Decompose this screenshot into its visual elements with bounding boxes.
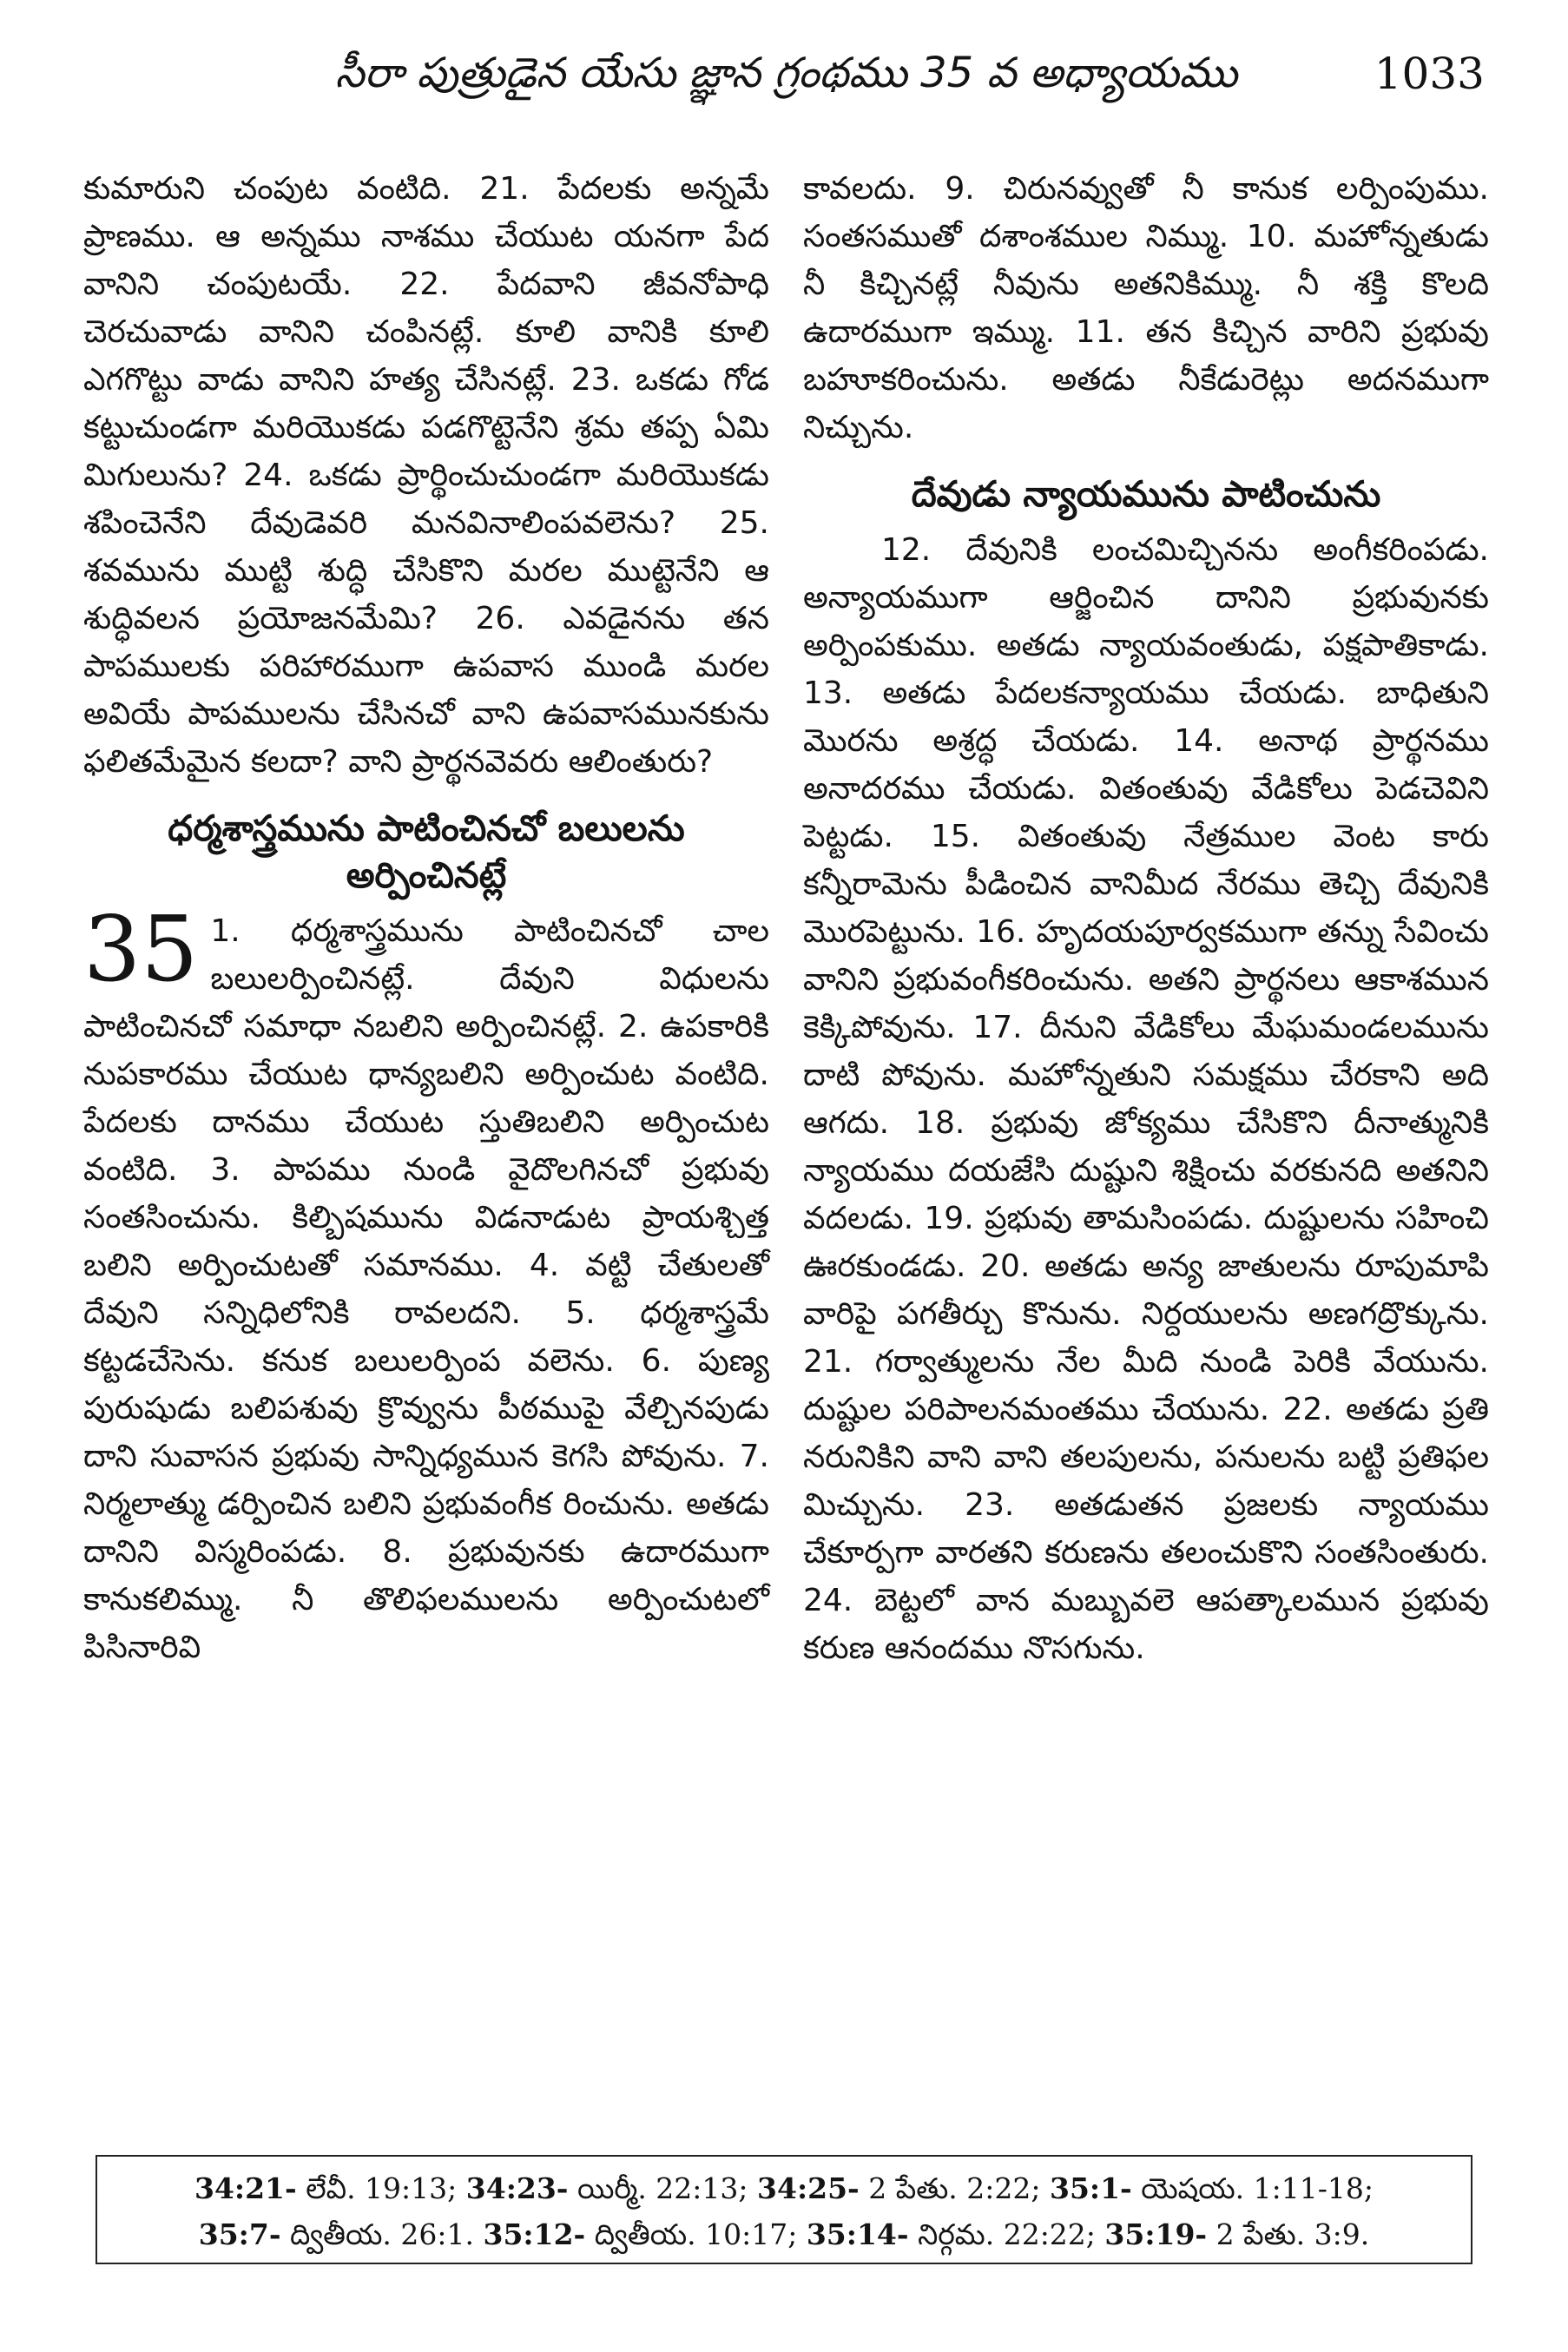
left-column: [83, 165, 769, 1671]
running-title: సీరా పుత్రుడైన యేసు జ్ఞాన గ్రంథము 35 వ అధ్యాయము: [335, 49, 1238, 97]
chapter-number: 35: [83, 896, 199, 1002]
page-header: [83, 42, 1485, 111]
footnote-text: 2 పేతు. 3:9.: [1207, 2217, 1370, 2251]
footnote-ref: 35:1-: [1049, 2171, 1132, 2205]
page-number: 1033: [1374, 49, 1485, 99]
footnote-ref: 35:12-: [483, 2217, 586, 2251]
footnote-ref: 34:23-: [465, 2171, 569, 2205]
footnote-ref: 35:19-: [1104, 2217, 1208, 2251]
section-heading-1: ధర్మశాస్త్రమును పాటించినచో బలులను అర్పించినట్లే: [168, 807, 685, 896]
footnote-ref: 34:25-: [757, 2171, 860, 2205]
section-heading-2: దేవుడు న్యాయమును పాటించును: [911, 473, 1381, 515]
chapter-35-text: 1. ధర్మశాస్త్రమును పాటించినచో చాల బలులర్పించినట్లే. దేవుని విధులను పాటించినచో సమాధా నబలిని అర్పించినట్లే. 2. ఉపకారికి నుపకారము చేయుట ధాన్యబలిని అర్పించుట వంటిది. పేదలకు దానము చేయుట స్తుతిబలిని అర్పించుట వంటిది. 3. పాపము నుండి వైదొలగినచో ప్రభువు సంతసించును. కిల్బిషమును విడనాడుట ప్రాయశ్చిత్త బలిని అర్పించుటతో సమానము. 4. వట్టి చేతులతో దేవుని సన్నిధిలోనికి రావలదని. 5. ధర్మశాస్త్రమే కట్టడచేసెను. కనుక బలులర్పింప వలెను. 6. పుణ్య పురుషుడు బలిపశువు క్రొవ్వును పీఠముపై వేల్చినపుడు దాని సువాసన ప్రభువు సాన్నిధ్యమున కెగసి పోవును. 7. నిర్మలాత్ము డర్పించిన బలిని ప్రభువంగీక రించును. అతడు దానిని విస్మరింపడు. 8. ప్రభువునకు ఉదారముగా కానుకలిమ్ము. నీ తొలిఫలములను అర్పించుటలో పిసినారివి: [83, 913, 769, 1665]
footnote-text: నిర్గమ. 22:22;: [908, 2217, 1105, 2251]
footnote-box: [96, 2155, 1472, 2264]
left-paragraph-1: కుమారుని చంపుట వంటిది. 21. పేదలకు అన్నమే ప్రాణము. ఆ అన్నము నాశము చేయుట యనగా పేద వానిని చంపుటయే. 22. పేదవాని జీవనోపాధి చెరచువాడు వానిని చంపినట్లే. కూలి వానికి కూలి ఎగగొట్టు వాడు వానిని హత్య చేసినట్లే. 23. ఒకడు గోడ కట్టుచుండగా మరియొకడు పడగొట్టెనేని శ్రమ తప్ప ఏమి మిగులును? 24. ఒకడు ప్రార్థించుచుండగా మరియొకడు శపించెనేని దేవుడెవరి మనవినాలింపవలెను? 25. శవమును ముట్టి శుద్ధి చేసికొని మరల ముట్టెనేని ఆ శుద్ధివలన ప్రయోజనమేమి? 26. ఎవడైనను తన పాపములకు పరిహారముగా ఉపవాస ముండి మరల అవియే పాపములను చేసినచో వాని ఉపవాసమునకును ఫలితమేమైన కలదా? వాని ప్రార్థనవెవరు ఆలింతురు?: [83, 171, 769, 780]
footnote-ref: 35:7-: [198, 2217, 281, 2251]
right-column: [803, 165, 1489, 1672]
right-paragraph-2: 12. దేవునికి లంచమిచ్చినను అంగీకరింపడు. అన్యాయముగా ఆర్జించిన దానిని ప్రభువునకు అర్పింపకుము. అతడు న్యాయవంతుడు, పక్షపాతికాడు. 13. అతడు పేదలకన్యాయము చేయడు. బాధితుని మొరను అశ్రద్ధ చేయడు. 14. అనాథ ప్రార్థనము అనాదరము చేయడు. వితంతువు వేడికోలు పెడచెవిని పెట్టడు. 15. వితంతువు నేత్రముల వెంట కారు కన్నీరామెను పీడించిన వానిమీద నేరము తెచ్చి దేవునికి మొరపెట్టును. 16. హృదయపూర్వకముగా తన్ను సేవించు వానిని ప్రభువంగీకరించును. అతని ప్రార్థనలు ఆకాశమున కెక్కిపోవును. 17. దీనుని వేడికోలు మేఘమండలమును దాటి పోవును. మహోన్నతుని సమక్షము చేరకాని అది ఆగదు. 18. ప్రభువు జోక్యము చేసికొని దీనాత్మునికి న్యాయము దయజేసి దుష్టుని శిక్షించు వరకునది అతనిని వదలడు. 19. ప్రభువు తామసింపడు. దుష్టులను సహించి ఊరకుండడు. 20. అతడు అన్య జాతులను రూపుమాపి వారిపై పగతీర్చు కొనును. నిర్దయులను అణగద్రొక్కును. 21. గర్వాత్ములను నేల మీది నుండి పెరికి వేయును. దుష్టుల పరిపాలనమంతము చేయును. 22. అతడు ప్రతి నరునికిని వాని వాని తలపులను, పనులను బట్టి ప్రతిఫల మిచ్చును. 23. అతడుతన ప్రజలకు న్యాయము చేకూర్పగా వారతని కరుణను తలంచుకొని సంతసింతురు. 24. బెట్టలో వాన మబ్బువలె ఆపత్కాలమున ప్రభువు కరుణ ఆనందము నొసగును.: [803, 532, 1489, 1666]
footnote-ref: 34:21-: [194, 2171, 297, 2205]
footnote-text: 2 పేతు. 2:22;: [859, 2171, 1050, 2205]
footnote-line-1: [115, 2165, 1453, 2211]
footnote-text: ద్వితీయ. 26:1.: [280, 2217, 484, 2251]
right-paragraph-1: కావలదు. 9. చిరునవ్వుతో నీ కానుక లర్పింపుము. సంతసముతో దశాంశముల నిమ్ము. 10. మహోన్నతుడు నీ కిచ్చినట్లే నీవును అతనికిమ్ము. నీ శక్తి కొలది ఉదారముగా ఇమ్ము. 11. తన కిచ్చిన వారిని ప్రభువు బహూకరించును. అతడు నీకేడురెట్లు అదనముగా నిచ్చును.: [803, 171, 1489, 445]
footnote-line-2: [115, 2211, 1453, 2257]
footnote-text: యెషయ. 1:11-18;: [1131, 2171, 1374, 2205]
footnote-text: లేవీ. 19:13;: [296, 2171, 466, 2205]
footnote-ref: 35:14-: [806, 2217, 909, 2251]
footnote-text: యిర్మీ. 22:13;: [568, 2171, 758, 2205]
footnote-text: ద్వితీయ. 10:17;: [585, 2217, 807, 2251]
chapter-35-paragraph: [83, 896, 769, 1671]
